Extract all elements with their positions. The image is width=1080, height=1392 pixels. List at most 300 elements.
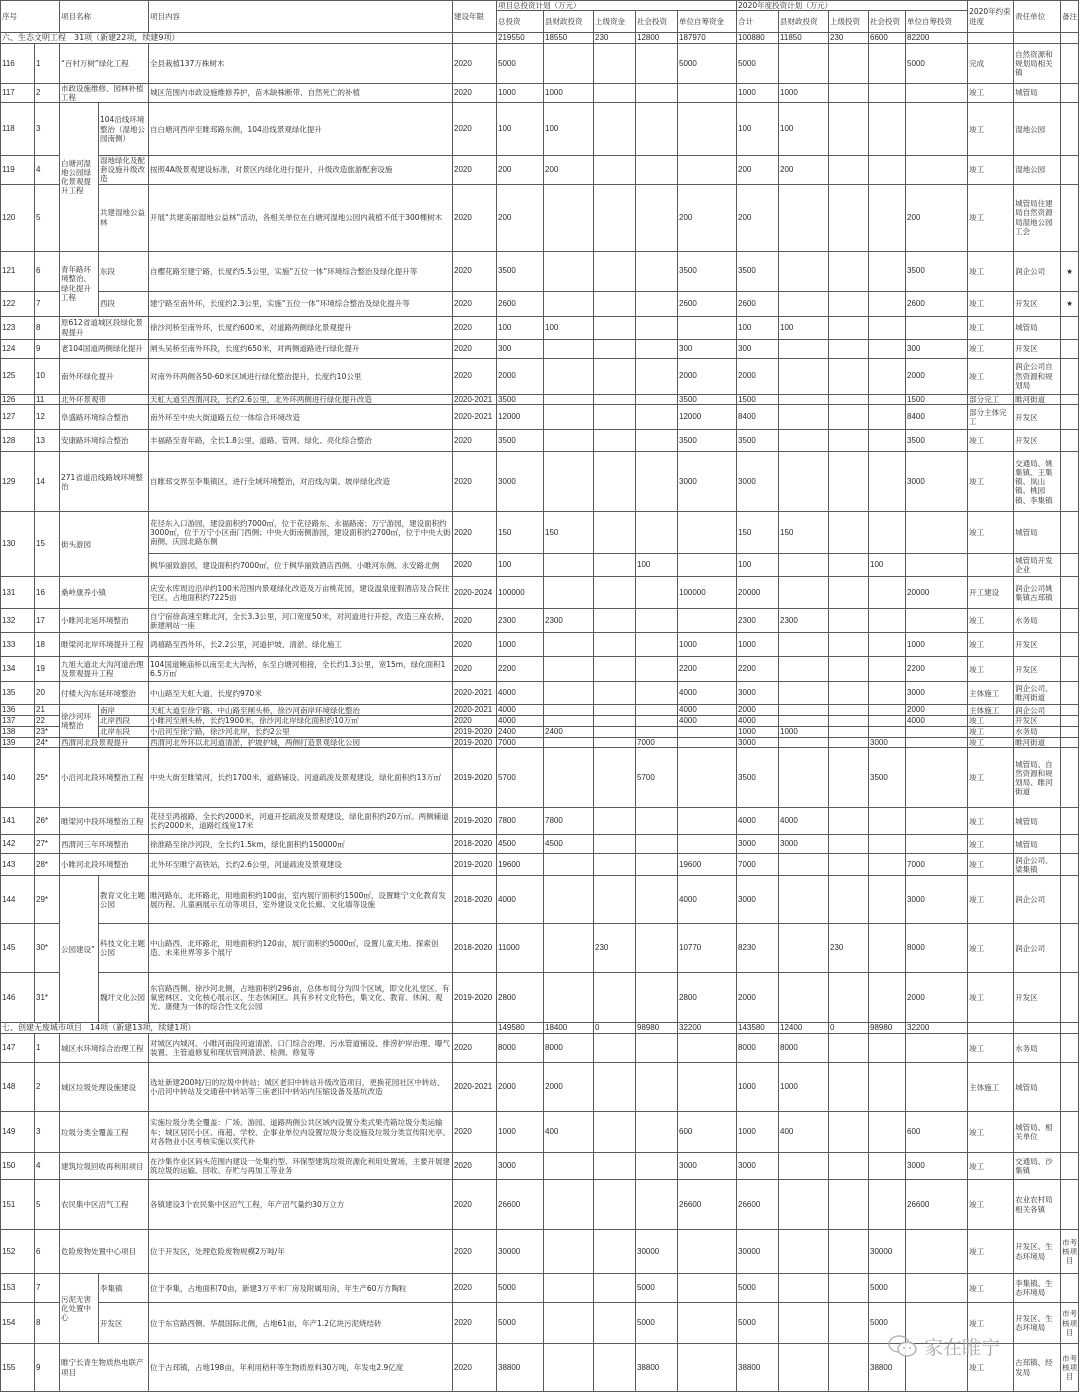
row-y2020-value xyxy=(869,339,906,358)
row-note xyxy=(1061,512,1079,554)
table-row xyxy=(1,657,1079,682)
row-plan-value xyxy=(594,726,636,737)
row-plan-value xyxy=(544,973,594,1023)
row-plan-value: 7000 xyxy=(497,737,544,748)
row-y2020-value xyxy=(779,339,829,358)
row-y2020-value xyxy=(779,705,829,716)
row-plan-value: 100 xyxy=(497,103,544,156)
row-seq: 150 xyxy=(1,1153,35,1180)
row-plan-value xyxy=(544,394,594,405)
row-y2020-value xyxy=(906,737,968,748)
row-unit: 水务局 xyxy=(1014,726,1061,737)
row-plan-value: 1000 xyxy=(497,83,544,102)
row-unit: 自然资源和规划局相关镇 xyxy=(1014,43,1061,83)
row-name: 街头游园 xyxy=(60,512,149,577)
table-row xyxy=(1,854,1079,876)
row-y2020-value xyxy=(869,609,906,633)
row-plan-value: 11000 xyxy=(497,924,544,973)
row-y2020-value: 1000 xyxy=(779,83,829,102)
row-note xyxy=(1061,156,1079,184)
section-total-plan: 219550 xyxy=(497,33,544,44)
row-unit: 开发区 xyxy=(1014,291,1061,316)
row-plan-value xyxy=(544,924,594,973)
row-period: 2020 xyxy=(453,430,497,452)
row-seq: 149 xyxy=(1,1112,35,1153)
row-plan-value xyxy=(636,726,678,737)
row-no: 13 xyxy=(35,430,60,452)
row-name: 271省道沿线路域环境整治 xyxy=(60,452,149,512)
row-note xyxy=(1061,452,1079,512)
row-no: 1 xyxy=(35,1034,60,1063)
row-plan-value xyxy=(544,1230,594,1274)
row-y2020-value: 5000 xyxy=(737,1274,779,1303)
header-plan-col: 上级资金 xyxy=(594,11,636,33)
row-content: 选址新建200吨/日的垃圾中转站；城区老旧中转站升级改造项目，更换花园社区中转站、小沿河中转站及交通巷中转站等三座老旧中转站内压缩设备及基坑改造 xyxy=(149,1063,453,1112)
row-unit: 城管局开发企业 xyxy=(1014,554,1061,577)
row-unit: 农业农村局相关各镇 xyxy=(1014,1180,1061,1230)
row-period: 2020 xyxy=(453,339,497,358)
row-note xyxy=(1061,1153,1079,1180)
row-name: 危险废物处置中心项目 xyxy=(60,1230,149,1274)
row-plan-value xyxy=(678,835,737,854)
row-no: 20 xyxy=(35,682,60,705)
row-plan-value: 5700 xyxy=(636,748,678,808)
row-y2020-value: 4000 xyxy=(737,716,779,727)
row-period: 2020 xyxy=(453,1034,497,1063)
row-y2020-value: 3500 xyxy=(906,430,968,452)
row-note xyxy=(1061,1112,1079,1153)
table-row xyxy=(1,737,1079,748)
row-y2020-value: 5000 xyxy=(906,43,968,83)
table-row xyxy=(1,430,1079,452)
row-plan-value xyxy=(678,737,737,748)
row-progress: 竣工 xyxy=(968,1112,1014,1153)
row-name: 市政设施维修、园林补植工程 xyxy=(60,83,149,102)
row-plan-value: 4000 xyxy=(497,682,544,705)
section-total-y2020: 11850 xyxy=(779,33,829,44)
row-seq: 120 xyxy=(1,184,35,251)
table-row xyxy=(1,705,1079,716)
row-plan-value: 2400 xyxy=(544,726,594,737)
row-period: 2018-2020 xyxy=(453,876,497,924)
row-unit: 城管局住建局自然资源局湿地公园工会 xyxy=(1014,184,1061,251)
row-seq: 143 xyxy=(1,854,35,876)
row-note xyxy=(1061,1034,1079,1063)
row-y2020-value: 200 xyxy=(737,156,779,184)
row-no: 28* xyxy=(35,854,60,876)
row-unit: 水务局 xyxy=(1014,609,1061,633)
row-progress: 竣工 xyxy=(968,430,1014,452)
row-name: 原612省道城区段绿化景观提升 xyxy=(60,316,149,339)
row-plan-value xyxy=(678,808,737,835)
row-plan-value xyxy=(544,1180,594,1230)
row-no: 10 xyxy=(35,358,60,394)
row-y2020-value xyxy=(829,808,869,835)
section-empty xyxy=(1014,1023,1061,1034)
row-content: 小沿河至徐宁路，徐沙河北岸，长约2公里 xyxy=(149,726,453,737)
section-total-plan: 149580 xyxy=(497,1023,544,1034)
row-seq: 144 xyxy=(1,876,35,924)
section-total-plan: 32200 xyxy=(678,1023,737,1034)
row-plan-value: 19600 xyxy=(497,854,544,876)
row-y2020-value xyxy=(779,430,829,452)
row-y2020-value xyxy=(779,358,829,394)
row-plan-value: 3500 xyxy=(678,394,737,405)
row-unit: 开发区 xyxy=(1014,405,1061,430)
row-no: 2 xyxy=(35,1063,60,1112)
row-seq: 117 xyxy=(1,83,35,102)
row-y2020-value: 3000 xyxy=(737,1153,779,1180)
row-note xyxy=(1061,657,1079,682)
row-plan-value xyxy=(544,43,594,83)
row-plan-value xyxy=(594,854,636,876)
row-plan-value xyxy=(544,748,594,808)
table-row xyxy=(1,394,1079,405)
row-plan-value: 1000 xyxy=(544,83,594,102)
row-seq: 138 xyxy=(1,726,35,737)
row-plan-value xyxy=(636,512,678,554)
row-no: 2 xyxy=(35,83,60,102)
table-row xyxy=(1,973,1079,1023)
row-y2020-value xyxy=(779,682,829,705)
row-y2020-value: 5000 xyxy=(869,1274,906,1303)
row-unit: 古邳镇、经发局 xyxy=(1014,1344,1061,1392)
row-seq: 139 xyxy=(1,737,35,748)
row-y2020-value: 1000 xyxy=(737,633,779,657)
row-name: 城区水环境综合治理工程 xyxy=(60,1034,149,1063)
row-y2020-value xyxy=(906,835,968,854)
row-y2020-value: 7000 xyxy=(737,854,779,876)
row-plan-value xyxy=(544,430,594,452)
row-period: 2020 xyxy=(453,1344,497,1392)
row-progress: 竣工 xyxy=(968,103,1014,156)
row-y2020-value xyxy=(829,1180,869,1230)
row-plan-value xyxy=(594,184,636,251)
row-no: 21 xyxy=(35,705,60,716)
row-plan-value: 5000 xyxy=(636,1303,678,1344)
row-progress: 完成 xyxy=(968,43,1014,83)
row-plan-value xyxy=(544,291,594,316)
row-no: 6 xyxy=(35,251,60,291)
row-progress: 竣工 xyxy=(968,156,1014,184)
row-y2020-value xyxy=(829,1153,869,1180)
row-y2020-value xyxy=(869,184,906,251)
row-y2020-value: 20000 xyxy=(906,577,968,609)
row-unit: 开发区 xyxy=(1014,430,1061,452)
row-sub-name: 共建湿地公益林 xyxy=(99,184,149,251)
header-plan-col: 单位自筹资金 xyxy=(678,11,737,33)
row-y2020-value xyxy=(829,1063,869,1112)
row-progress: 竣工 xyxy=(968,1180,1014,1230)
row-plan-value: 2300 xyxy=(497,609,544,633)
row-content: 丰福路至青年路，全长1.8公里，道路、管网、绿化、亮化综合整治 xyxy=(149,430,453,452)
row-period: 2020 xyxy=(453,1230,497,1274)
row-y2020-value xyxy=(829,405,869,430)
row-y2020-value xyxy=(869,854,906,876)
row-unit: 睢河街道 xyxy=(1014,394,1061,405)
row-y2020-value: 2600 xyxy=(737,291,779,316)
row-plan-value xyxy=(636,184,678,251)
table-body xyxy=(1,33,1079,1392)
table-row xyxy=(1,924,1079,973)
row-plan-value xyxy=(678,1344,737,1392)
row-unit: 城管局 xyxy=(1014,808,1061,835)
row-plan-value xyxy=(594,358,636,394)
row-y2020-value: 1500 xyxy=(906,394,968,405)
row-plan-value xyxy=(594,1063,636,1112)
row-plan-value: 26600 xyxy=(497,1180,544,1230)
row-y2020-value xyxy=(829,316,869,339)
row-y2020-value: 2300 xyxy=(737,609,779,633)
row-progress: 竣工 xyxy=(968,83,1014,102)
row-plan-value: 5000 xyxy=(678,43,737,83)
row-y2020-value xyxy=(829,716,869,727)
row-y2020-value xyxy=(779,737,829,748)
row-plan-value xyxy=(678,83,737,102)
row-plan-value: 2800 xyxy=(497,973,544,1023)
row-seq: 151 xyxy=(1,1180,35,1230)
row-seq: 148 xyxy=(1,1063,35,1112)
row-plan-value: 8000 xyxy=(497,1034,544,1063)
row-no: 25* xyxy=(35,748,60,808)
row-y2020-value: 200 xyxy=(737,184,779,251)
row-note xyxy=(1061,716,1079,727)
row-seq: 132 xyxy=(1,609,35,633)
row-plan-value: 3500 xyxy=(678,251,737,291)
row-plan-value xyxy=(678,726,737,737)
row-period: 2020-2021 xyxy=(453,394,497,405)
row-plan-value: 5000 xyxy=(497,43,544,83)
row-progress: 竣工 xyxy=(968,808,1014,835)
row-y2020-value xyxy=(779,1303,829,1344)
row-plan-value xyxy=(594,512,636,554)
row-y2020-value: 5000 xyxy=(869,1303,906,1344)
row-note xyxy=(1061,808,1079,835)
row-y2020-value: 3000 xyxy=(906,876,968,924)
row-plan-value xyxy=(636,156,678,184)
section-period xyxy=(453,33,497,44)
row-y2020-value xyxy=(869,512,906,554)
row-no: 7 xyxy=(35,291,60,316)
row-y2020-value: 38800 xyxy=(737,1344,779,1392)
section-total-y2020: 100880 xyxy=(737,33,779,44)
row-y2020-value xyxy=(829,1034,869,1063)
row-sub-name: 湿地绿化及配套设施升级改造 xyxy=(99,156,149,184)
row-period: 2020 xyxy=(453,1303,497,1344)
row-period: 2019-2020 xyxy=(453,748,497,808)
row-period: 2020 xyxy=(453,156,497,184)
row-y2020-value xyxy=(779,1180,829,1230)
row-progress: 竣工 xyxy=(968,1274,1014,1303)
row-y2020-value xyxy=(829,1274,869,1303)
row-unit: 开发区 xyxy=(1014,339,1061,358)
row-plan-value xyxy=(636,705,678,716)
table-row xyxy=(1,184,1079,251)
table-row xyxy=(1,316,1079,339)
row-period: 2019-2020 xyxy=(453,854,497,876)
row-plan-value xyxy=(594,103,636,156)
row-progress: 竣工 xyxy=(968,726,1014,737)
row-sub-name: 东段 xyxy=(99,251,149,291)
row-period: 2020 xyxy=(453,609,497,633)
row-y2020-value: 200 xyxy=(779,156,829,184)
row-name: 垃圾分类全覆盖工程 xyxy=(60,1112,149,1153)
row-plan-value xyxy=(636,316,678,339)
row-plan-value: 3500 xyxy=(497,430,544,452)
row-plan-value xyxy=(594,316,636,339)
row-plan-value: 4000 xyxy=(678,876,737,924)
row-group-name: 青年路环境整治、绿化提升工程 xyxy=(60,251,99,316)
row-y2020-value xyxy=(829,394,869,405)
row-plan-value xyxy=(544,184,594,251)
row-y2020-value: 2200 xyxy=(906,657,968,682)
row-content: 104国道鲍庙桥以南至北大沟桥，东至白塘河相接，全长约1.3公里，宽15m，绿化面积16.5万㎡ xyxy=(149,657,453,682)
row-name: 老104国道两侧绿化提升 xyxy=(60,339,149,358)
row-progress: 竣工 xyxy=(968,316,1014,339)
row-plan-value xyxy=(594,1344,636,1392)
row-no: 6 xyxy=(35,1230,60,1274)
row-y2020-value: 100 xyxy=(737,316,779,339)
row-seq: 141 xyxy=(1,808,35,835)
row-y2020-value: 3000 xyxy=(869,737,906,748)
row-plan-value xyxy=(678,609,737,633)
row-unit: 城管局 xyxy=(1014,835,1061,854)
row-y2020-value: 3000 xyxy=(737,737,779,748)
row-seq: 140 xyxy=(1,748,35,808)
section-total-plan: 12800 xyxy=(636,33,678,44)
row-y2020-value xyxy=(869,716,906,727)
table-row xyxy=(1,1034,1079,1063)
row-progress: 竣工 xyxy=(968,657,1014,682)
row-plan-value: 7800 xyxy=(497,808,544,835)
row-progress: 竣工 xyxy=(968,973,1014,1023)
row-plan-value: 200 xyxy=(497,156,544,184)
row-note xyxy=(1061,973,1079,1023)
row-content: 西渭河北外环以北河道清淤，护坡护城，两侧打造景观绿化公园 xyxy=(149,737,453,748)
row-y2020-value: 3000 xyxy=(779,835,829,854)
row-y2020-value xyxy=(829,291,869,316)
row-content: 天虹大道至徐宁路、中山路至闸头桥，徐沙河南岸环境绿化整治 xyxy=(149,705,453,716)
row-progress: 竣工 xyxy=(968,924,1014,973)
row-no: 5 xyxy=(35,184,60,251)
row-seq: 137 xyxy=(1,716,35,727)
row-y2020-value xyxy=(869,835,906,854)
row-y2020-value: 3500 xyxy=(737,748,779,808)
row-y2020-value xyxy=(869,291,906,316)
row-period: 2020-2024 xyxy=(453,577,497,609)
row-content: 城区范围内市政设施维修养护，苗木缺株断带、自然死亡的补植 xyxy=(149,83,453,102)
header-y2020-col: 单位自筹投资 xyxy=(906,11,968,33)
row-y2020-value xyxy=(906,1274,968,1303)
row-y2020-value: 100 xyxy=(869,554,906,577)
row-content: 对南外环两侧各50-60米区域进行绿化整治提升，长度约10公里 xyxy=(149,358,453,394)
header-progress: 2020年约束进度 xyxy=(968,1,1014,33)
row-plan-value: 4000 xyxy=(497,705,544,716)
row-no: 3 xyxy=(35,103,60,156)
row-y2020-value: 2200 xyxy=(737,657,779,682)
row-period: 2020 xyxy=(453,83,497,102)
row-plan-value: 38800 xyxy=(497,1344,544,1392)
row-group-name: 白塘河湿地公园绿化景观提升工程 xyxy=(60,103,99,251)
row-plan-value xyxy=(636,609,678,633)
row-plan-value xyxy=(594,705,636,716)
row-note xyxy=(1061,430,1079,452)
row-note: 市考核项目 xyxy=(1061,1303,1079,1344)
row-plan-value xyxy=(678,554,737,577)
row-plan-value: 12000 xyxy=(678,405,737,430)
row-note xyxy=(1061,748,1079,808)
section-total-plan: 98980 xyxy=(636,1023,678,1034)
row-y2020-value xyxy=(779,1230,829,1274)
row-plan-value xyxy=(636,633,678,657)
row-plan-value xyxy=(544,554,594,577)
table-row xyxy=(1,1230,1079,1274)
row-plan-value xyxy=(594,1274,636,1303)
table-row xyxy=(1,358,1079,394)
row-sub-name: 教育文化主题公园 xyxy=(99,876,149,924)
row-seq: 125 xyxy=(1,358,35,394)
section-total-plan: 0 xyxy=(594,1023,636,1034)
row-plan-value: 10770 xyxy=(678,924,737,973)
row-plan-value: 2000 xyxy=(544,1063,594,1112)
row-note xyxy=(1061,737,1079,748)
row-plan-value xyxy=(544,1153,594,1180)
row-y2020-value xyxy=(869,577,906,609)
section-total-y2020: 6600 xyxy=(869,33,906,44)
row-plan-value xyxy=(636,339,678,358)
row-y2020-value xyxy=(869,924,906,973)
row-plan-value xyxy=(636,876,678,924)
table-row xyxy=(1,633,1079,657)
row-content: 天虹大道至西渭河段，长约2.6公里，北外环两侧进行绿化提升改造 xyxy=(149,394,453,405)
header-y2020-col: 县财政投资 xyxy=(779,11,829,33)
row-y2020-value xyxy=(869,657,906,682)
row-seq: 116 xyxy=(1,43,35,83)
row-no: 23* xyxy=(35,726,60,737)
row-y2020-value xyxy=(869,1063,906,1112)
row-plan-value: 100 xyxy=(544,103,594,156)
header-unit: 责任单位 xyxy=(1014,1,1061,33)
row-note xyxy=(1061,633,1079,657)
row-name: 西渭河北段景观提升 xyxy=(60,737,149,748)
row-note xyxy=(1061,184,1079,251)
row-period: 2020-2021 xyxy=(453,405,497,430)
row-unit: 润企公司 xyxy=(1014,705,1061,716)
row-y2020-value xyxy=(869,83,906,102)
section-total-y2020: 12400 xyxy=(779,1023,829,1034)
row-y2020-value: 26600 xyxy=(737,1180,779,1230)
row-progress: 主体施工 xyxy=(968,1063,1014,1112)
row-period: 2020 xyxy=(453,1274,497,1303)
row-plan-value xyxy=(678,748,737,808)
row-unit: 城管局、自然资源和规划局、睢河街道 xyxy=(1014,748,1061,808)
row-y2020-value: 2300 xyxy=(779,609,829,633)
row-plan-value: 2400 xyxy=(497,726,544,737)
row-plan-value: 5700 xyxy=(497,748,544,808)
row-content: 位于古邳镇，占地198亩，年利用秸秆等生物质原料30万吨，年发电2.9亿度 xyxy=(149,1344,453,1392)
row-name: 农民集中区沼气工程 xyxy=(60,1180,149,1230)
row-y2020-value: 2000 xyxy=(906,705,968,716)
row-period: 2020 xyxy=(453,452,497,512)
section-empty xyxy=(1061,1023,1079,1034)
row-plan-value xyxy=(636,103,678,156)
row-sub-name: 北岸西段 xyxy=(99,716,149,727)
row-y2020-value: 3500 xyxy=(906,251,968,291)
row-y2020-value: 4000 xyxy=(779,808,829,835)
row-plan-value xyxy=(594,1180,636,1230)
row-note xyxy=(1061,876,1079,924)
row-plan-value: 38800 xyxy=(636,1344,678,1392)
